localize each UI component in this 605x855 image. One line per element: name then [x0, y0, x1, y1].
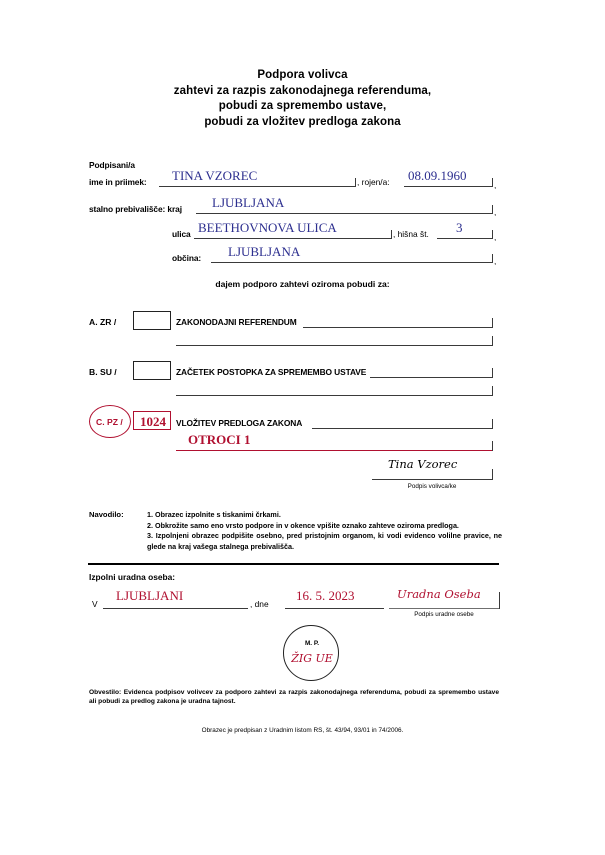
official-signature-caption: Podpis uradne osebe — [414, 611, 474, 618]
option-a-rule-1-tick — [492, 318, 493, 328]
house-field-rule[interactable] — [437, 238, 492, 239]
option-a-rule-2[interactable] — [176, 345, 492, 346]
official-signature-rule[interactable] — [389, 608, 499, 609]
option-c-rule-1[interactable] — [312, 428, 492, 429]
name-field-rule[interactable] — [159, 186, 355, 187]
name-field-end-tick — [355, 178, 356, 187]
option-a-box[interactable] — [133, 311, 171, 330]
residence-field-end-tick — [492, 205, 493, 214]
residence-row-comma: , — [494, 207, 497, 217]
option-c-rule-2[interactable] — [176, 450, 492, 451]
municipality-row-comma: , — [494, 256, 497, 266]
official-signature-tick — [499, 592, 500, 609]
legal-footnote: Obrazec je predpisan z Uradnim listom RS, št. 43/94, 93/01 in 74/2006. — [201, 727, 404, 734]
instruction-item-1: 1. Obrazec izpolnite s tiskanimi črkami. — [147, 510, 281, 519]
voter-signature-value[interactable]: Tina Vzorec — [388, 457, 458, 471]
stamp-mp-label: M. P. — [304, 640, 320, 647]
stamp-text: ŽIG UE — [291, 652, 333, 665]
municipality-field-end-tick — [492, 254, 493, 263]
residence-value[interactable]: LJUBLJANA — [212, 195, 285, 210]
street-label: ulica — [172, 229, 191, 239]
official-place-value[interactable]: LJUBLJANI — [116, 588, 184, 603]
option-b-rule-1[interactable] — [370, 377, 492, 378]
voter-signature-rule[interactable] — [372, 479, 492, 480]
title-line-2: zahtevi za razpis zakonodajnega referenduma, — [173, 84, 432, 97]
official-place-prefix: V — [92, 599, 98, 609]
option-c-extra-value[interactable]: OTROCI 1 — [188, 432, 251, 447]
official-date-label: , dne — [250, 599, 269, 609]
municipality-label: občina: — [172, 253, 202, 263]
signer-label: Podpisani/a — [89, 160, 135, 170]
official-place-rule[interactable] — [103, 608, 248, 609]
residence-label: stalno prebivališče: kraj — [89, 204, 182, 214]
section-separator — [88, 563, 499, 565]
house-label: , hišna št. — [393, 229, 429, 239]
house-value[interactable]: 3 — [456, 220, 463, 235]
official-stamp — [283, 625, 339, 681]
official-section-header: Izpolni uradna oseba: — [89, 572, 176, 582]
title-line-3: pobudi za spremembo ustave, — [218, 100, 387, 112]
residence-field-rule[interactable] — [196, 213, 492, 214]
support-intro-text: dajem podporo zahtevi oziroma pobudi za: — [215, 279, 390, 289]
option-b-text: ZAČETEK POSTOPKA ZA SPREMEMBO USTAVE — [176, 367, 367, 377]
privacy-notice: Obvestilo: Evidenca podpisov volivcev za podporo zahtevi za razpis zakonodajnega referenduma, pobudi za spremembo ustave ali pobudi za predlog zakona je uradna tajnost. — [89, 689, 499, 705]
option-c-box-value: 1024 — [140, 414, 166, 429]
option-c-rule-2-tick — [492, 441, 493, 451]
option-b-box[interactable] — [133, 361, 171, 380]
born-field-rule[interactable] — [404, 186, 492, 187]
option-a-text: ZAKONODAJNI REFERENDUM — [176, 317, 297, 327]
born-label: , rojen/a: — [357, 177, 390, 187]
option-c-code: C. PZ / — [96, 417, 123, 427]
title-line-1: Podpora volivca — [257, 69, 348, 81]
option-b-rule-1-tick — [492, 368, 493, 378]
instructions-list — [147, 510, 502, 552]
street-field-end-tick — [391, 230, 392, 239]
house-field-end-tick — [492, 230, 493, 239]
name-value[interactable]: TINA VZOREC — [172, 168, 258, 183]
option-b-rule-2[interactable] — [176, 395, 492, 396]
born-field-end-tick — [492, 178, 493, 187]
instructions-label: Navodilo: — [89, 510, 124, 519]
municipality-field-rule[interactable] — [211, 262, 492, 263]
option-c-rule-1-tick — [492, 419, 493, 429]
option-c-text: VLOŽITEV PREDLOGA ZAKONA — [176, 418, 303, 428]
official-date-value[interactable]: 16. 5. 2023 — [296, 588, 355, 603]
page-title — [0, 68, 605, 130]
title-line-4: pobudi za vložitev predloga zakona — [204, 115, 401, 128]
name-row-comma: , — [494, 180, 497, 190]
instruction-item-2: 2. Obkrožite samo eno vrsto podpore in v okence vpišite oznako zahteve oziroma predloga. — [147, 520, 459, 530]
born-value[interactable]: 08.09.1960 — [408, 168, 467, 183]
voter-signature-tick — [492, 469, 493, 480]
street-row-comma: , — [494, 232, 497, 242]
option-b-rule-2-tick — [492, 386, 493, 396]
voter-signature-caption: Podpis volivca/ke — [407, 483, 457, 490]
option-c-box[interactable] — [133, 411, 171, 430]
municipality-value[interactable]: LJUBLJANA — [228, 244, 301, 259]
official-date-rule[interactable] — [285, 608, 384, 609]
instruction-item-3: 3. Izpolnjeni obrazec podpišite osebno, pred pristojnim organom, ki vodi evidenco volilne pravice, ne glede na kraj vašega stalnega prebivališča. — [147, 531, 502, 551]
option-a-code: A. ZR / — [89, 317, 117, 327]
option-b-code: B. SU / — [89, 367, 117, 377]
official-signature-value[interactable]: Uradna Oseba — [397, 587, 481, 601]
name-label: ime in priimek: — [89, 177, 147, 187]
street-field-rule[interactable] — [194, 238, 391, 239]
street-value[interactable]: BEETHOVNOVA ULICA — [198, 220, 337, 235]
option-a-rule-2-tick — [492, 336, 493, 346]
option-a-rule-1[interactable] — [303, 327, 492, 328]
